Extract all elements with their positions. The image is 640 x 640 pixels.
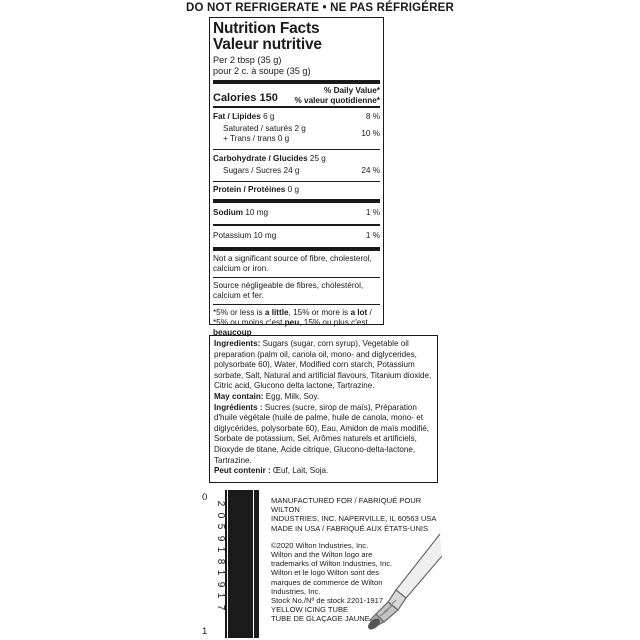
nutrition-facts-panel xyxy=(209,17,384,337)
trademark-2: trademarks of Wilton Industries, Inc. xyxy=(271,559,393,569)
carb-amount: 25 g xyxy=(309,154,326,163)
carb-section xyxy=(213,150,380,181)
trademark-5: Industries, Inc. xyxy=(271,586,321,596)
note-en: Not a significant source of fibre, cholesterol, calcium or iron. xyxy=(213,254,372,273)
saturated-label: Saturated / saturés 2 g xyxy=(223,124,306,133)
nutrition-title-en: Nutrition Facts xyxy=(213,20,320,37)
sodium-row xyxy=(213,203,380,224)
maker-line-3: MADE IN USA / FABRIQUÉ AUX ÉTATS-UNIS xyxy=(271,523,429,533)
sugars-percent: 24 % xyxy=(361,166,380,175)
calories-label: Calories 150 xyxy=(213,92,278,104)
fat-amount: 6 g xyxy=(263,112,275,121)
sugars-label: Sugars / Sucres 24 g xyxy=(223,166,300,175)
maker-line-2: INDUSTRIES, INC. NAPERVILLE, IL 60563 USA xyxy=(271,514,437,524)
barcode-bar xyxy=(256,490,259,638)
stock-number: Stock No./Nº de stock 2201-1917 xyxy=(271,596,384,606)
barcode-digits-column: 2 0 5 9 1 8 1 9 1 7 xyxy=(214,500,226,610)
note-fr: Source négligeable de fibres, cholestérol, calcium et fer. xyxy=(213,281,364,300)
fat-section xyxy=(213,108,380,149)
ingredients-en: Ingredients: Sugars (sugar, corn syrup), Vegetable oil preparation (palm oil, canola oil, mono- and diglycerides, polysorbate 60), Water, Modified corn starch, Potassium sorbate, Salt, Natural and artificial flavours, Titanium dioxide, Citric acid, Glucono delta lactone, Tartrazine. xyxy=(214,339,432,391)
trademark-1: Wilton and the Wilton logo are xyxy=(271,550,373,560)
product-name-en: YELLOW ICING TUBE xyxy=(271,605,349,615)
product-name-fr: TUBE DE GLAÇAGE JAUNE xyxy=(271,614,370,624)
carb-row xyxy=(213,153,380,165)
nutrition-title-fr: Valeur nutritive xyxy=(213,36,322,53)
may-contain-fr: Peut contenir : Œuf, Lait, Soja. xyxy=(214,466,329,476)
fat-percent: 8 % xyxy=(365,112,380,121)
serving-size-en: Per 2 tbsp (35 g) xyxy=(213,55,282,65)
protein-label: Protein / Protéines xyxy=(213,185,286,194)
carb-label: Carbohydrate / Glucides xyxy=(213,154,308,163)
sodium-amount: 10 mg xyxy=(245,208,269,217)
fat-label: Fat / Lipides xyxy=(213,112,261,121)
footnote: *5% or less is a little, 15% or more is a lot / *5% ou moins c'est peu, 15% ou plus c'est beaucoup xyxy=(213,308,372,337)
fat-row xyxy=(213,111,380,123)
serving-size-fr: pour 2 c. à soupe (35 g) xyxy=(213,66,311,76)
may-contain-en: May contain: Egg, Milk, Soy. xyxy=(214,391,320,401)
sugars-row xyxy=(213,165,380,177)
potassium-percent: 1 % xyxy=(365,231,380,240)
calories-row xyxy=(213,85,380,106)
upc-barcode xyxy=(213,490,257,638)
icing-tube-illustration xyxy=(362,532,442,638)
sat-trans-percent: 10 % xyxy=(361,129,380,138)
daily-value-en: % Daily Value* xyxy=(324,86,380,95)
trans-label: + Trans / trans 0 g xyxy=(223,134,290,143)
daily-value-fr: % valeur quotidienne* xyxy=(294,95,380,105)
potassium-label: Potassium 10 mg xyxy=(213,231,277,240)
trademark-3: Wilton et le logo Wilton sont des xyxy=(271,568,380,578)
ingredients-box xyxy=(209,335,438,483)
barcode-first-digit: 0 xyxy=(202,492,208,503)
sodium-label: Sodium xyxy=(213,208,244,217)
protein-row xyxy=(213,182,380,199)
protein-amount: 0 g xyxy=(287,185,300,194)
copyright: ©2020 Wilton Industries, Inc. xyxy=(271,540,369,550)
barcode-last-digit: 1 xyxy=(202,626,208,637)
divider-thick xyxy=(213,80,380,84)
potassium-row xyxy=(213,226,380,247)
sat-trans-row xyxy=(213,123,380,145)
sodium-percent: 1 % xyxy=(365,208,380,217)
maker-line-1: MANUFACTURED FOR / FABRIQUÉ POUR WILTON xyxy=(271,496,422,515)
ingredients-fr: Ingrédients : Sucres (sucre, sirop de maïs), Préparation d'huile végétale (huile de palme, huile de canola, mono- et diglycérides, polysorbate 60), Eau, Amidon de maïs modifié, Sorbate de potassium, Sel, Arômes naturels et artificiels, Dioxyde de titane, Acide citrique, Glucono-delta-lactone, Tartrazine. xyxy=(214,402,430,465)
daily-value-header xyxy=(294,86,380,105)
trademark-4: marques de commerce de Wilton xyxy=(271,577,383,587)
refrigeration-warning: DO NOT REFRIGERATE • NE PAS RÉFRIGÉRER xyxy=(185,2,455,14)
